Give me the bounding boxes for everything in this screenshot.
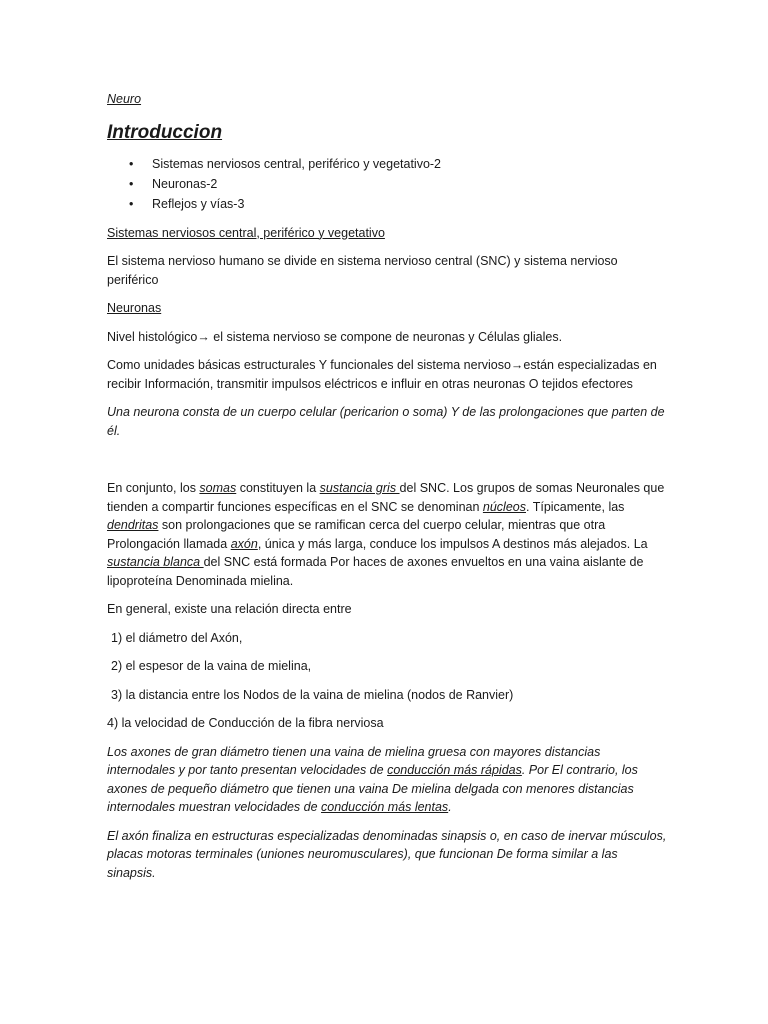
doc-main-title: Introduccion <box>107 121 223 143</box>
paragraph-neurona-italic: Una neurona consta de un cuerpo celular (pericarion o soma) Y de las prolongaciones que parten de él. <box>107 405 665 438</box>
bullet-icon: • <box>129 156 134 171</box>
paragraph-unidades: Como unidades básicas estructurales Y funcionales del sistema nervioso→están especializadas en recibir Información, transmitir impulsos eléctricos e influir en otras neuronas O tejidos efectores <box>107 358 657 391</box>
term-sustancia-blanca: sustancia blanca <box>107 555 204 569</box>
document-body <box>107 90 667 882</box>
bullet-icon: • <box>129 176 134 191</box>
list-item-velocidad: 4) la velocidad de Conducción de la fibra nerviosa <box>107 716 384 730</box>
paragraph-sistemas: El sistema nervioso humano se divide en sistema nervioso central (SNC) y sistema nervioso periférico <box>107 254 618 287</box>
paragraph-axon-finaliza: El axón finaliza en estructuras especializadas denominadas sinapsis o, en caso de inervar músculos, placas motoras terminales (uniones neuromusculares), que funcionan De forma similar a las sinapsis. <box>107 828 667 880</box>
intro-bullet-list <box>107 154 667 214</box>
paragraph-conjunto: En conjunto, los somas constituyen la sustancia gris del SNC. Los grupos de somas Neuronales que tienden a compartir funciones específicas en el SNC se denominan núcleos. Típicamente, las dendritas son prolongaciones que se ramifican cerca del cuerpo celular, mientras que otra Prolongación llamada axón, única y más larga, conduce los impulsos A destinos más alejados. La sustancia blanca del SNC está formada Por haces de axones envueltos en una vaina aislante de lipoproteína Denominada mielina. <box>107 481 665 588</box>
bullet-icon: • <box>129 196 134 211</box>
term-somas: somas <box>199 481 237 495</box>
paragraph-axones: Los axones de gran diámetro tienen una vaina de mielina gruesa con mayores distancias internodales y por tanto presentan velocidades de conducción más rápidas. Por El contrario, los axones de pequeño diámetro que tienen una vaina De mielina delgada con menores distancias internodales muestran velocidades de conducción más lentas. <box>107 744 638 814</box>
section-heading-neuronas: Neuronas <box>107 301 162 315</box>
term-dendritas: dendritas <box>107 518 159 532</box>
term-nucleos: núcleos <box>482 499 526 514</box>
term-sustancia-gris: sustancia gris <box>319 481 400 495</box>
list-item-diametro: 1) el diámetro del Axón, <box>111 630 243 645</box>
list-item-espesor: 2) el espesor de la vaina de mielina, <box>111 659 312 673</box>
paragraph-nivel: Nivel histológico→ el sistema nervioso se compone de neuronas y Células gliales. <box>107 329 563 344</box>
doc-small-title: Neuro <box>107 92 142 106</box>
list-item: • Neuronas-2 <box>107 174 667 194</box>
term-axon: axón <box>230 536 258 551</box>
paragraph-relacion: En general, existe una relación directa entre <box>107 602 352 616</box>
list-item-distancia: 3) la distancia entre los Nodos de la vaina de mielina (nodos de Ranvier) <box>111 687 514 702</box>
term-conduccion-lentas: conducción más lentas <box>321 800 449 814</box>
section-heading-sistemas: Sistemas nerviosos central, periférico y vegetativo <box>107 225 385 240</box>
term-conduccion-rapidas: conducción más rápidas <box>387 763 522 777</box>
list-item: • Sistemas nerviosos central, periférico y vegetativo-2 <box>107 154 667 174</box>
list-item: • Reflejos y vías-3 <box>107 194 667 214</box>
